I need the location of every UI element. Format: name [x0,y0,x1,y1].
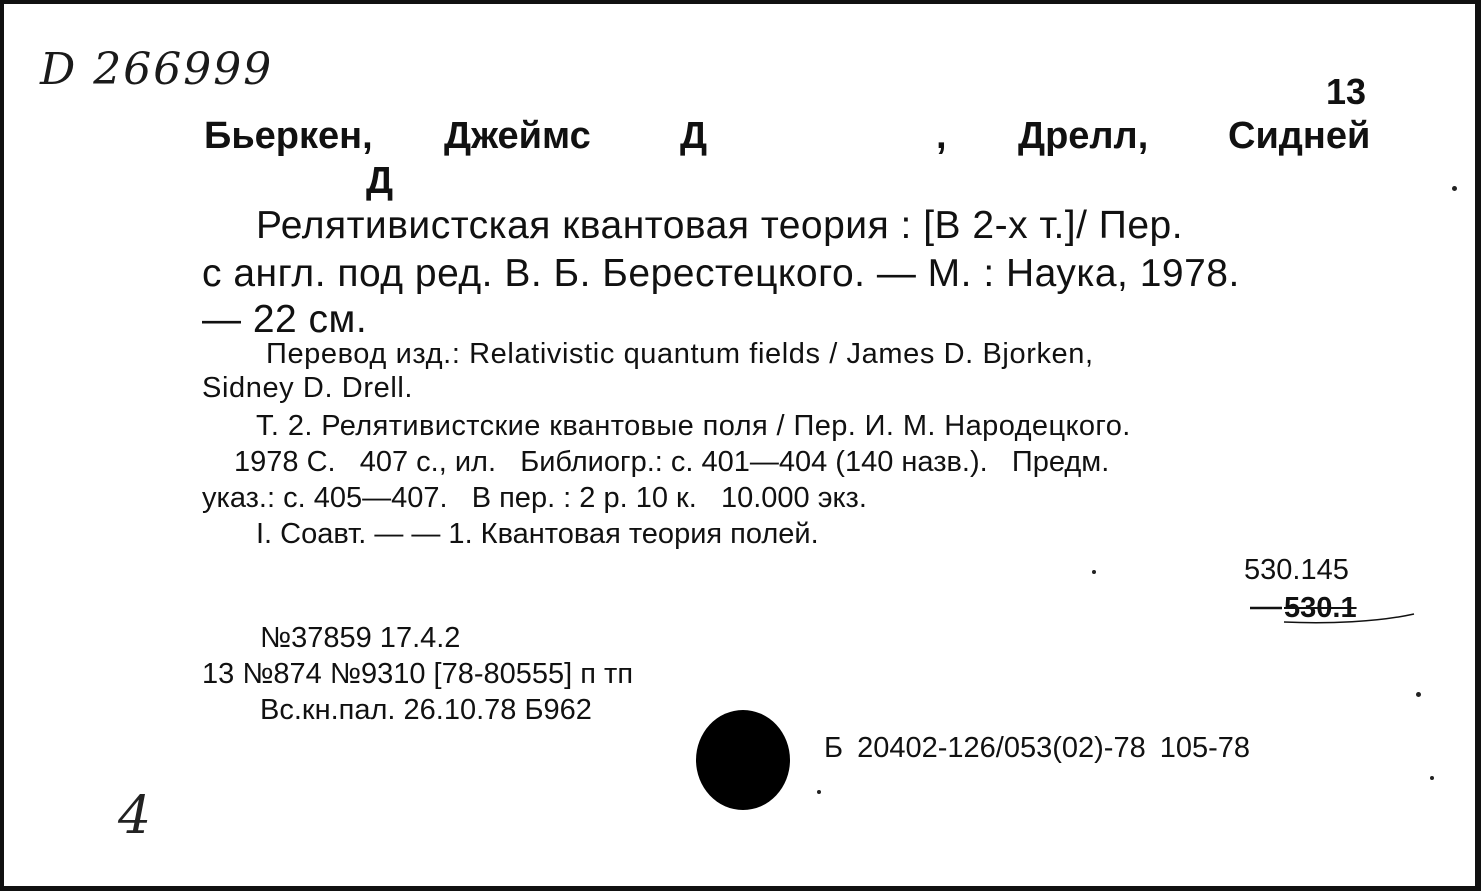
accession-line-2: 13 №874 №9310 [78-80555] п тп [202,658,634,690]
speck [1092,570,1096,574]
author2-initial: Д [366,160,394,202]
speck [1452,186,1457,191]
classification-number: 530.145 [1244,554,1349,586]
punch-hole [696,710,790,810]
volume-note-line-1: Т. 2. Релятивистские квантовые поля / Пер. И. М. Народецкого. [256,410,1131,442]
subject-headings: I. Соавт. — — 1. Квантовая теория полей. [256,518,819,550]
speck [817,790,821,794]
volume-note-line-2: 1978 С. 407 с., ил. Библиогр.: с. 401—404 (140 назв.). Предм. [234,446,1110,478]
author1-given-name: Джеймс [444,115,591,157]
accession-line-3: Вс.кн.пал. 26.10.78 Б962 [260,694,592,726]
translation-note-line-2: Sidney D. Drell. [202,372,414,404]
bibliographic-code: Б 20402-126/053(02)-78 105-78 [824,732,1251,764]
strike-underline [1248,600,1418,630]
author1-initial: Д [680,115,708,157]
volume-note-line-3: указ.: с. 405—407. В пер. : 2 р. 10 к. 10.000 экз. [202,482,867,514]
card-number: 13 [1326,71,1367,112]
title-line-1: Релятивистская квантовая теория : [В 2-х т.]/ Пер. [256,204,1184,247]
author1-surname: Бьеркен, [204,115,373,157]
speck [1416,692,1421,697]
author2-given-name: Сидней [1228,115,1371,157]
translation-note-line-1: Перевод изд.: Relativistic quantum fields / James D. Bjorken, [266,338,1094,370]
inventory-number: D 266999 [40,44,274,95]
classification-number-struck: 530.1 [1284,592,1357,624]
handwritten-mark: 4 [118,786,152,846]
author2-surname: Дрелл, [1018,115,1149,157]
accession-line-1: №37859 17.4.2 [260,622,461,654]
title-line-3: — 22 см. [202,298,368,341]
speck [1430,776,1434,780]
author-separator-comma: , [936,115,947,157]
title-line-2: с англ. под ред. В. Б. Берестецкого. — М. : Наука, 1978. [202,252,1240,295]
